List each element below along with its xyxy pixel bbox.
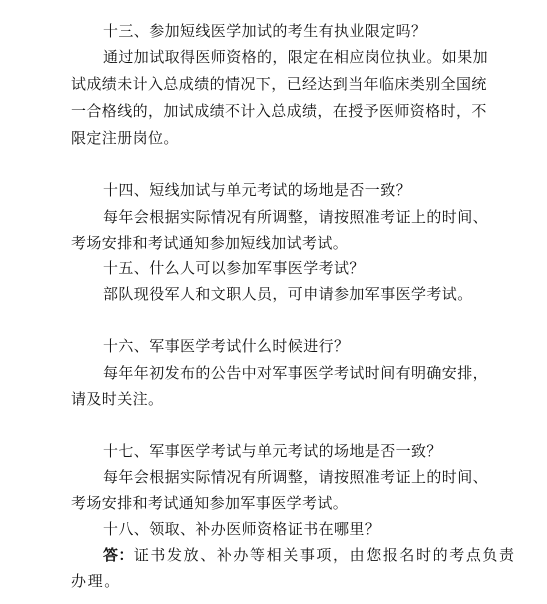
answer-18-line-1 <box>103 545 516 565</box>
question-16: 十六、军事医学考试什么时候进行？ <box>103 337 350 355</box>
question-18: 十八、领取、补办医师资格证书在哪里？ <box>103 520 381 538</box>
question-14: 十四、短线加试与单元考试的场地是否一致？ <box>103 181 412 199</box>
answer-13-line-3: 一合格线的，加试成绩不计入总成绩，在授予医师资格时，不 <box>71 102 487 120</box>
answer-17-line-2: 考场安排和考试通知参加军事医学考试。 <box>71 494 349 512</box>
question-17: 十七、军事医学考试与单元考试的场地是否一致？ <box>103 442 442 460</box>
answer-18-text-1: 证书发放、补办等相关事项，由您报名时的考点负责 <box>133 546 516 564</box>
answer-13-line-4: 限定注册岗位。 <box>71 129 179 147</box>
answer-16-line-2: 请及时关注。 <box>71 390 164 408</box>
question-15: 十五、什么人可以参加军事医学考试？ <box>103 259 365 277</box>
answer-15-line-1: 部队现役军人和文职人员，可申请参加军事医学考试。 <box>103 285 473 303</box>
answer-label: 答： <box>103 546 134 564</box>
answer-13-line-2: 试成绩未计入总成绩的情况下，已经达到当年临床类别全国统 <box>71 75 487 93</box>
answer-13-line-1: 通过加试取得医师资格的，限定在相应岗位执业。如果加 <box>103 48 489 66</box>
answer-14-line-2: 考场安排和考试通知参加短线加试考试。 <box>71 234 349 252</box>
question-13: 十三、参加短线医学加试的考生有执业限定吗？ <box>103 22 427 40</box>
answer-16-line-1: 每年年初发布的公告中对军事医学考试时间有明确安排， <box>103 364 489 382</box>
answer-17-line-1: 每年会根据实际情况有所调整，请按照准考证上的时间、 <box>103 468 489 486</box>
answer-18-line-2: 办理。 <box>71 572 121 590</box>
answer-14-line-1: 每年会根据实际情况有所调整，请按照准考证上的时间、 <box>103 208 489 226</box>
